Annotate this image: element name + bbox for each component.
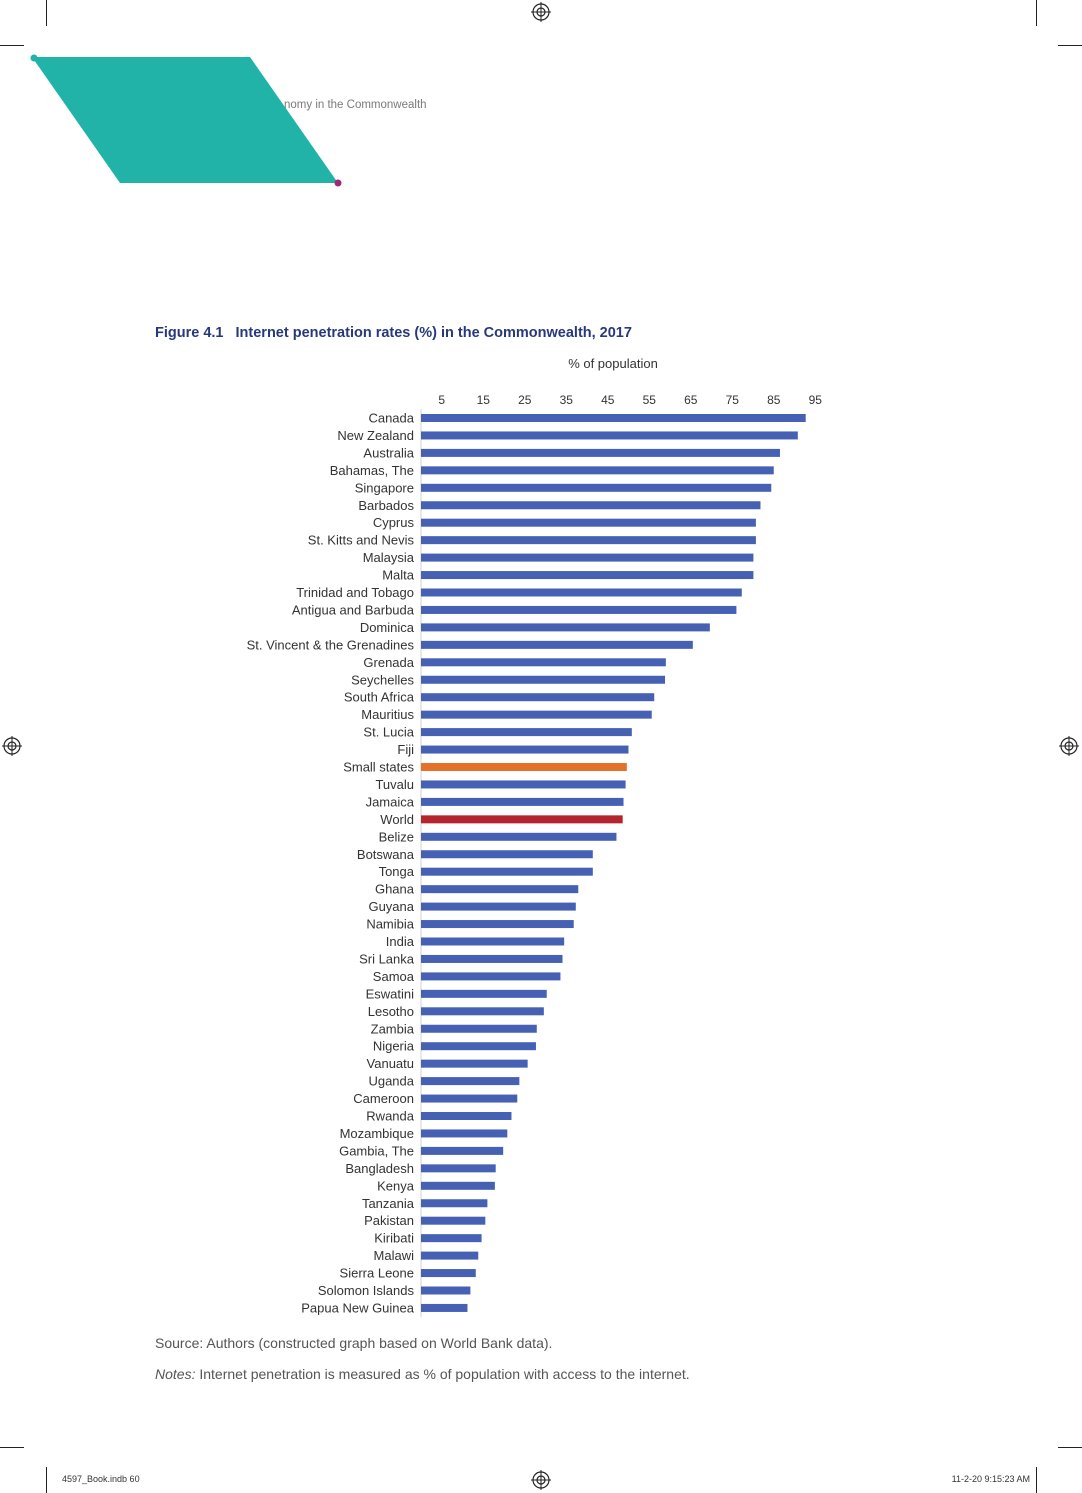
bar (421, 449, 780, 457)
category-label: Gambia, The (339, 1143, 414, 1159)
bar (421, 1025, 537, 1033)
bar (421, 868, 593, 876)
category-label: Kiribati (374, 1230, 414, 1246)
bar (421, 1252, 478, 1260)
category-label: World (380, 811, 414, 827)
source-note: Source: Authors (constructed graph based on World Bank data). (155, 1335, 553, 1351)
category-label: India (385, 934, 414, 949)
bar (421, 885, 578, 893)
crop-mark (0, 1447, 24, 1448)
bar (421, 798, 624, 806)
bar (421, 1182, 495, 1190)
bar (421, 1287, 470, 1295)
slug-date: 11-2-20 9:15:23 AM (951, 1474, 1030, 1484)
x-tick-label: 75 (725, 393, 739, 407)
category-label: Belize (378, 829, 414, 845)
bar (421, 623, 710, 631)
category-label: Kenya (377, 1178, 414, 1194)
category-label: Antigua and Barbuda (291, 602, 414, 618)
bar (421, 1234, 482, 1242)
bar-chart (0, 340, 1082, 1330)
bar (421, 815, 623, 823)
bar (421, 1164, 496, 1172)
category-label: Solomon Islands (317, 1283, 414, 1298)
bar (421, 1060, 528, 1068)
category-label: Seychelles (351, 672, 414, 688)
bar (421, 484, 771, 492)
bar (421, 519, 756, 527)
x-tick-label: 85 (767, 393, 781, 407)
category-label: Singapore (354, 480, 414, 496)
category-label: Vanuatu (366, 1056, 414, 1072)
bar (421, 1269, 476, 1277)
category-label: Uganda (368, 1073, 414, 1089)
bar (421, 466, 774, 474)
category-label: Samoa (372, 968, 414, 984)
bar (421, 728, 632, 736)
bar (421, 1304, 467, 1312)
notes (155, 1366, 690, 1382)
figure-number: Figure 4.1 (155, 325, 224, 341)
registration-mark-icon (531, 1470, 551, 1490)
category-label: Nigeria (372, 1038, 414, 1054)
banner-parallelogram (32, 57, 338, 183)
crop-mark (1036, 1467, 1037, 1493)
category-label: Cyprus (372, 515, 414, 531)
bar (421, 1077, 519, 1085)
running-head: nomy in the Commonwealth (284, 99, 427, 111)
bar (421, 641, 693, 649)
x-tick-label: 55 (642, 393, 656, 407)
figure-title (155, 325, 632, 341)
bar (421, 1042, 536, 1050)
x-tick-label: 45 (601, 393, 615, 407)
bar (421, 589, 742, 597)
bar (421, 920, 574, 928)
bar (421, 501, 760, 509)
bar (421, 536, 756, 544)
category-label: Trinidad and Tobago (296, 585, 414, 600)
category-label: Tuvalu (375, 776, 414, 792)
bar (421, 431, 798, 439)
bar (421, 1199, 487, 1207)
figure-title-text: Internet penetration rates (%) in the Commonwealth, 2017 (235, 325, 632, 341)
category-label: Malaysia (362, 550, 414, 566)
category-label: Cameroon (353, 1091, 414, 1107)
category-label: Sierra Leone (339, 1265, 414, 1281)
bar (421, 1217, 485, 1225)
crop-mark (1036, 0, 1037, 26)
category-label: Barbados (358, 497, 414, 513)
category-label: Botswana (356, 846, 414, 862)
crop-mark (1058, 1447, 1082, 1448)
x-tick-label: 25 (518, 393, 532, 407)
bar (421, 554, 753, 562)
category-label: Grenada (363, 654, 414, 670)
crop-mark (46, 1467, 47, 1493)
bar (421, 763, 627, 771)
bar (421, 1147, 503, 1155)
category-label: St. Vincent & the Grenadines (246, 637, 414, 653)
category-label: Small states (343, 759, 414, 775)
bar (421, 1007, 544, 1015)
bar (421, 1095, 517, 1103)
category-label: New Zealand (337, 427, 414, 443)
bar (421, 571, 753, 579)
category-label: Zambia (370, 1021, 414, 1037)
x-tick-label: 95 (808, 393, 822, 407)
category-label: Tanzania (361, 1195, 414, 1211)
bar (421, 676, 665, 684)
notes-text: Internet penetration is measured as % of population with access to the internet. (195, 1366, 690, 1382)
category-label: Namibia (366, 916, 414, 932)
bar (421, 903, 576, 911)
category-label: St. Kitts and Nevis (307, 532, 414, 548)
bar (421, 746, 629, 754)
category-label: Mauritius (361, 707, 414, 723)
category-label: Sri Lanka (359, 951, 414, 967)
bar (421, 711, 652, 719)
category-label: Malawi (373, 1248, 414, 1264)
registration-mark-icon (531, 2, 551, 22)
category-label: Fiji (397, 742, 414, 758)
bar (421, 938, 564, 946)
bar (421, 990, 547, 998)
category-label: St. Lucia (363, 724, 414, 740)
banner-dot-bottom (335, 180, 342, 187)
category-label: Canada (368, 410, 414, 426)
category-label: Bangladesh (345, 1160, 414, 1176)
category-label: Mozambique (339, 1125, 414, 1141)
bar (421, 658, 666, 666)
category-label: Papua New Guinea (301, 1300, 414, 1316)
bar (421, 833, 616, 841)
category-label: Rwanda (366, 1108, 414, 1124)
bar (421, 850, 593, 858)
category-label: South Africa (343, 689, 414, 705)
category-label: Jamaica (365, 794, 414, 810)
slug-file: 4597_Book.indb 60 (62, 1474, 140, 1484)
bar (421, 606, 736, 614)
category-label: Malta (382, 567, 414, 583)
crop-mark (1058, 45, 1082, 46)
bar (421, 955, 563, 963)
x-tick-label: 35 (559, 393, 573, 407)
bar (421, 414, 806, 422)
x-axis-title: % of population (568, 356, 658, 371)
category-label: Ghana (374, 881, 414, 897)
bar (421, 972, 560, 980)
category-label: Bahamas, The (329, 462, 414, 478)
x-tick-label: 5 (438, 393, 446, 407)
category-label: Eswatini (365, 986, 414, 1002)
bar (421, 693, 654, 701)
category-label: Guyana (368, 899, 414, 915)
bar (421, 780, 626, 788)
category-label: Tonga (378, 864, 414, 880)
bar (421, 1112, 511, 1120)
x-tick-label: 65 (684, 393, 698, 407)
bar (421, 1129, 507, 1137)
category-label: Lesotho (367, 1003, 414, 1019)
category-label: Dominica (359, 619, 414, 635)
notes-label: Notes: (155, 1366, 196, 1382)
banner-dot-top (31, 55, 38, 62)
category-label: Pakistan (364, 1213, 414, 1229)
category-label: Australia (363, 445, 414, 461)
x-tick-label: 15 (476, 393, 490, 407)
